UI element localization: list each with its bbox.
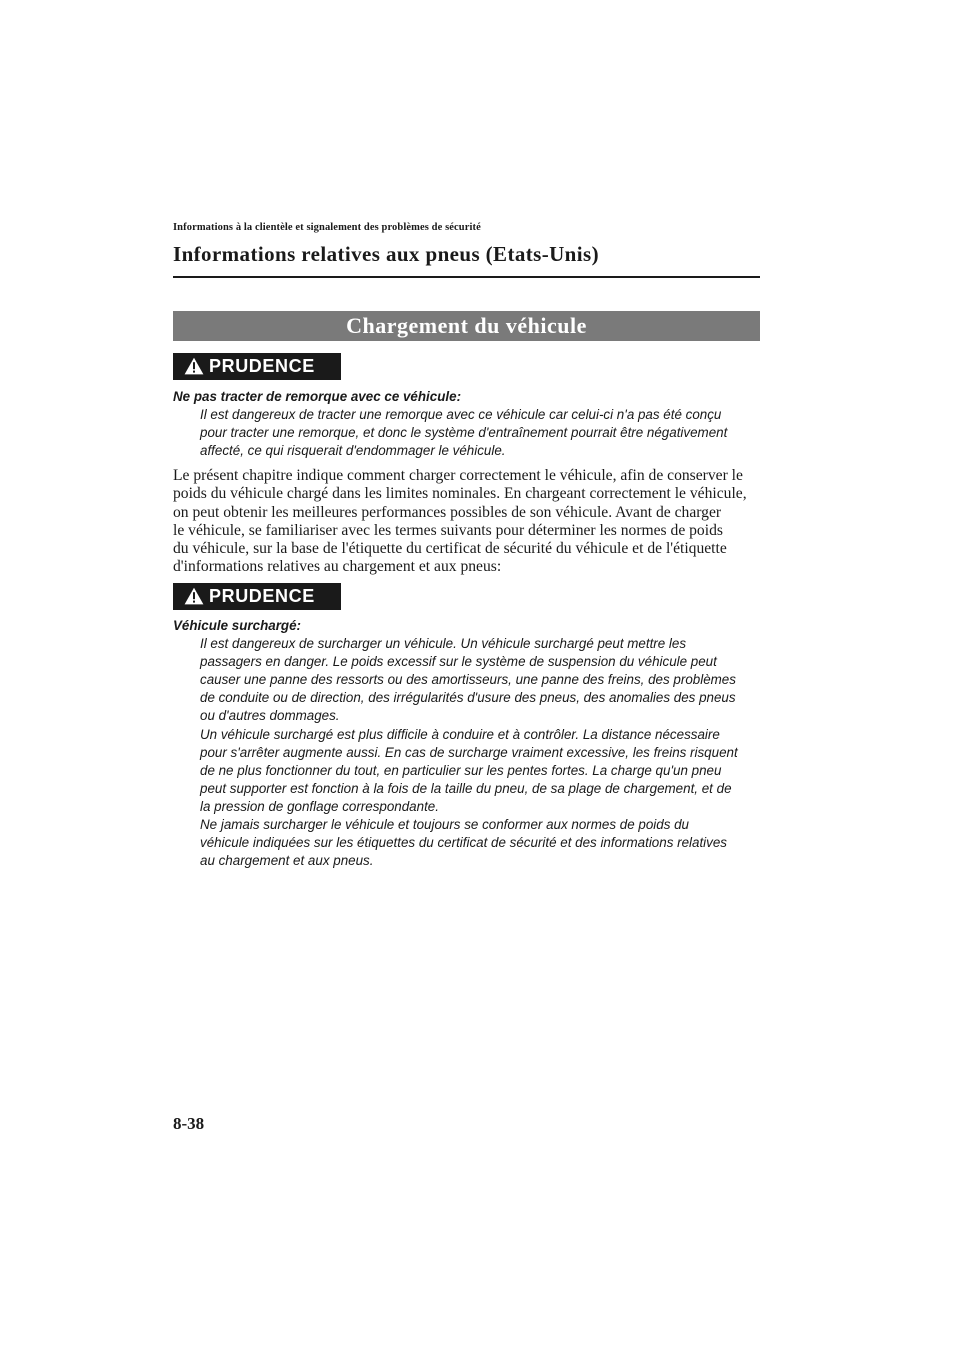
warning-triangle-icon — [184, 587, 204, 605]
warning-line: affecté, ce qui risquerait d'endommager le véhicule. — [200, 443, 506, 459]
warning-line: véhicule indiquées sur les étiquettes du certificat de sécurité et des informations relatives — [200, 835, 727, 851]
body-line: Le présent chapitre indique comment charger correctement le véhicule, afin de conserver le — [173, 467, 743, 484]
warning-line: Il est dangereux de surcharger un véhicule. Un véhicule surchargé peut mettre les — [200, 636, 687, 652]
warning-line: Ne jamais surcharger le véhicule et toujours se conformer aux normes de poids du — [200, 817, 690, 833]
body-line: on peut obtenir les meilleures performances possibles de son véhicule. Avant de charger — [173, 503, 722, 521]
caution-label: PRUDENCE — [209, 356, 315, 376]
caution-badge — [173, 353, 341, 380]
warning-line: pour s'arrêter augmente aussi. En cas de surcharge vraiment excessive, les freins risquent — [200, 744, 738, 760]
caution-label: PRUDENCE — [209, 586, 315, 606]
title-rule — [173, 276, 760, 278]
warning-line: Il est dangereux de tracter une remorque avec ce véhicule car celui-ci n'a pas été conçu — [200, 407, 722, 423]
body-paragraph — [173, 467, 760, 577]
warning-text — [200, 635, 760, 870]
warning-line: peut supporter est fonction à la fois de la taille du pneu, de sa plage de chargement, et de — [200, 780, 732, 796]
page-number: 8-38 — [173, 1114, 205, 1133]
warning-line: de conduite ou de direction, des irrégularités d'usure des pneus, des anomalies des pneus — [200, 690, 736, 706]
section-title: Chargement du véhicule — [173, 311, 760, 341]
warning-triangle-icon — [184, 357, 204, 375]
warning-no-towing — [173, 388, 760, 460]
warning-line: de ne plus fonctionner du tout, en particulier sur les pentes fortes. La charge qu'un pneu — [200, 762, 722, 778]
warning-heading: Véhicule surchargé: — [173, 618, 302, 633]
warning-line: causer une panne des ressorts ou des amortisseurs, une panne des freins, des problèmes — [200, 672, 736, 688]
body-line: du véhicule, sur la base de l'étiquette du certificat de sécurité du véhicule et de l'étiquette — [173, 540, 727, 558]
page-title: Informations relatives aux pneus (Etats-Unis) — [173, 242, 599, 266]
body-line: poids du véhicule chargé dans les limites nominales. En chargeant correctement le véhicule, — [173, 485, 747, 503]
warning-line: au chargement et aux pneus. — [200, 853, 374, 869]
warning-line: pour tracter une remorque, et donc le système d'entraînement pourrait être négativement — [200, 425, 728, 441]
warning-line: passagers en danger. Le poids excessif sur le système de suspension du véhicule peut — [200, 654, 717, 670]
warning-line: la pression de gonflage correspondante. — [200, 798, 439, 814]
caution-badge — [173, 583, 341, 610]
body-line: le véhicule, se familiariser avec les termes suivants pour déterminer les normes de poids — [173, 521, 723, 539]
body-line: d'informations relatives au chargement et aux pneus: — [173, 558, 502, 576]
warning-text — [200, 406, 760, 460]
warning-overloaded-vehicle — [173, 617, 760, 870]
warning-heading: Ne pas tracter de remorque avec ce véhicule: — [173, 389, 462, 404]
running-head: Informations à la clientèle et signalement des problèmes de sécurité — [173, 222, 481, 233]
warning-line: ou d'autres dommages. — [200, 708, 340, 724]
warning-line: Un véhicule surchargé est plus difficile à conduire et à contrôler. La distance nécessaire — [200, 726, 720, 742]
